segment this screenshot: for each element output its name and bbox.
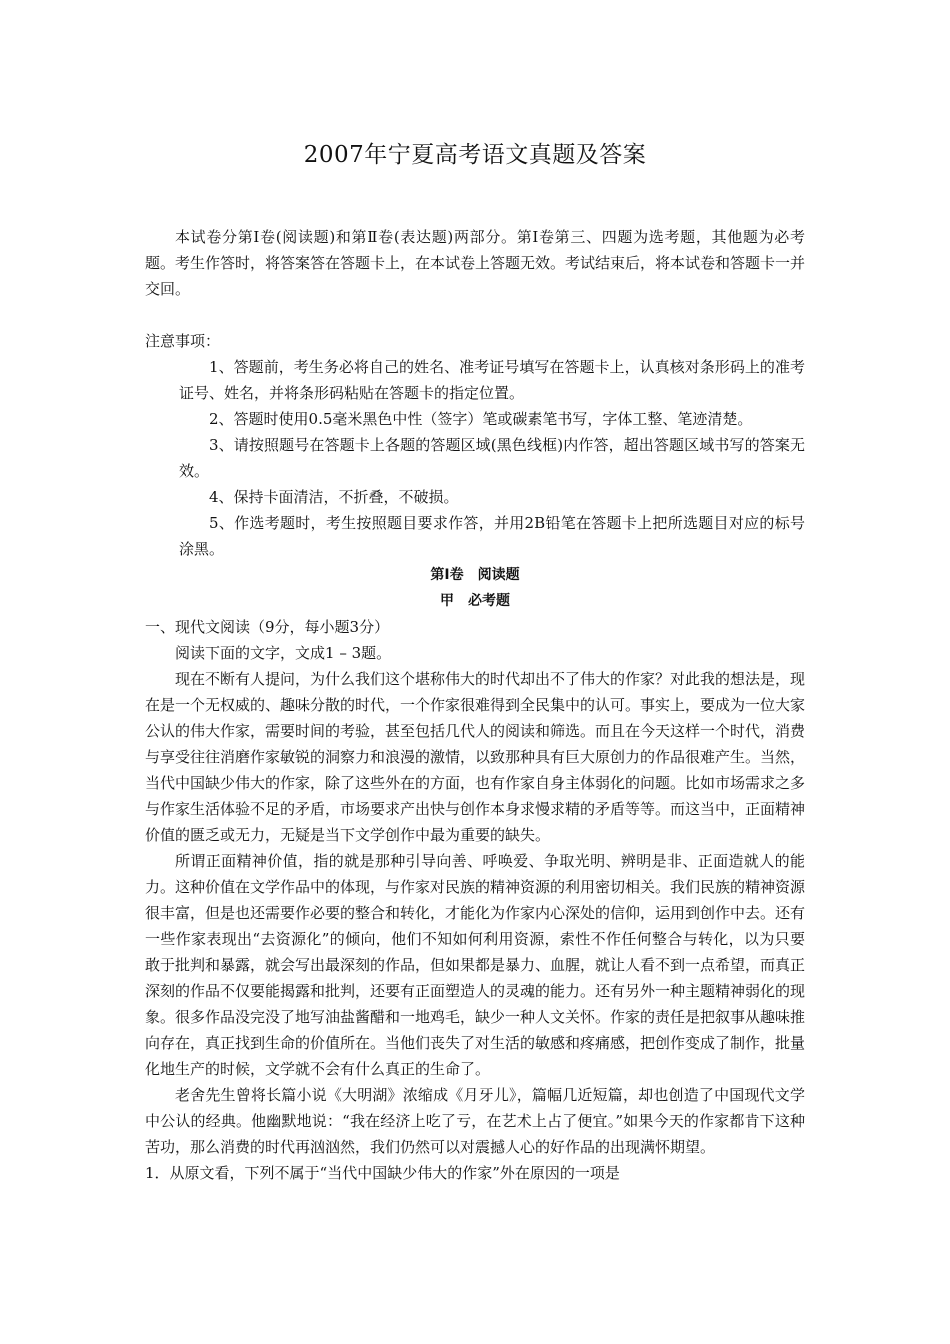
reading-instruction: 阅读下面的文字，文成1 – 3题。: [175, 644, 392, 662]
passage-paragraph: 所谓正面精神价值，指的就是那种引导向善、呼唤爱、争取光明、辨明是非、正面造就人的能力。这种价值在文学作品中的体现，与作家对民族的精神资源的利用密切相关。我们民族的精神资源很丰富，但是也还需要作必要的整合和转化，才能化为作家内心深处的信仰，运用到创作中去。还有一些作家表现出“去资源化”的倾向，他们不知如何利用资源，索性不作任何整合与转化，以为只要敢于批判和暴露，就会写出最深刻的作品，但如果都是暴力、血腥，就让人看不到一点希望，而真正深刻的作品不仅要能揭露和批判，还要有正面塑造人的灵魂的能力。还有另外一种主题精神弱化的现象。很多作品没完没了地写油盐酱醋和一地鸡毛，缺少一种人文关怀。作家的责任是把叙事从趣味推向存在，真正找到生命的价值所在。当他们丧失了对生活的敏感和疼痛感，把创作变成了制作，批量化地生产的时候，文学就不会有什么真正的生命了。: [145, 852, 806, 1078]
part-heading: 第Ⅰ卷 阅读题: [430, 567, 520, 583]
passage-paragraph: 现在不断有人提问，为什么我们这个堪称伟大的时代却出不了伟大的作家？对此我的想法是，现在是一个无权威的、趣味分散的时代，一个作家很难得到全民集中的认可。事实上，要成为一位大家公认的伟大作家，需要时间的考验，甚至包括几代人的阅读和筛选。而且在今天这样一个时代，消费与享受往往消磨作家敏锐的洞察力和浪漫的激情，以致那种具有巨大原创力的作品很难产生。当然，当代中国缺少伟大的作家，除了这些外在的方面，也有作家自身主体弱化的问题。比如市场需求之多与作家生活体验不足的矛盾，市场要求产出快与创作本身求慢求精的矛盾等等。而这当中，正面精神价值的匮乏或无力，无疑是当下文学创作中最为重要的缺失。: [145, 670, 806, 844]
document-body: [145, 224, 805, 1186]
notice-item: 2、答题时使用0.5毫米黑色中性（签字）笔或碳素笔书写，字体工整、笔迹清楚。: [209, 410, 753, 428]
question-1: 1．从原文看，下列不属于“当代中国缺少伟大的作家”外在原因的一项是: [145, 1164, 620, 1182]
notice-item: 5、作选考题时，考生按照题目要求作答，并用2B铅笔在答题卡上把所选题目对应的标号涂黑。: [179, 514, 805, 558]
section-heading: 甲 必考题: [440, 593, 510, 609]
passage-paragraph: 老舍先生曾将长篇小说《大明湖》浓缩成《月牙儿》，篇幅几近短篇，却也创造了中国现代文学中公认的经典。他幽默地说：“我在经济上吃了亏，在艺术上占了便宜。”如果今天的作家都肯下这种苦功，那么消费的时代再汹汹然，我们仍然可以对震撼人心的好作品的出现满怀期望。: [145, 1086, 805, 1156]
notice-item: 4、保持卡面清洁，不折叠，不破损。: [209, 488, 459, 506]
section1-title: 一、现代文阅读（9分，每小题3分）: [145, 618, 390, 636]
notice-heading: 注意事项：: [145, 332, 221, 350]
notice-item: 1、答题前，考生务必将自己的姓名、准考证号填写在答题卡上，认真核对条形码上的准考证号、姓名，并将条形码粘贴在答题卡的指定位置。: [179, 358, 805, 402]
intro-paragraph: 本试卷分第Ⅰ卷(阅读题)和第Ⅱ卷(表达题)两部分。第Ⅰ卷第三、四题为选考题，其他题为必考题。考生作答时，将答案答在答题卡上，在本试卷上答题无效。考试结束后，将本试卷和答题卡一并交回。: [145, 228, 806, 298]
notice-item: 3、请按照题号在答题卡上各题的答题区域(黑色线框)内作答，超出答题区域书写的答案无效。: [179, 436, 805, 480]
spacer: [145, 302, 805, 328]
document-title: 2007年宁夏高考语文真题及答案: [303, 142, 647, 168]
